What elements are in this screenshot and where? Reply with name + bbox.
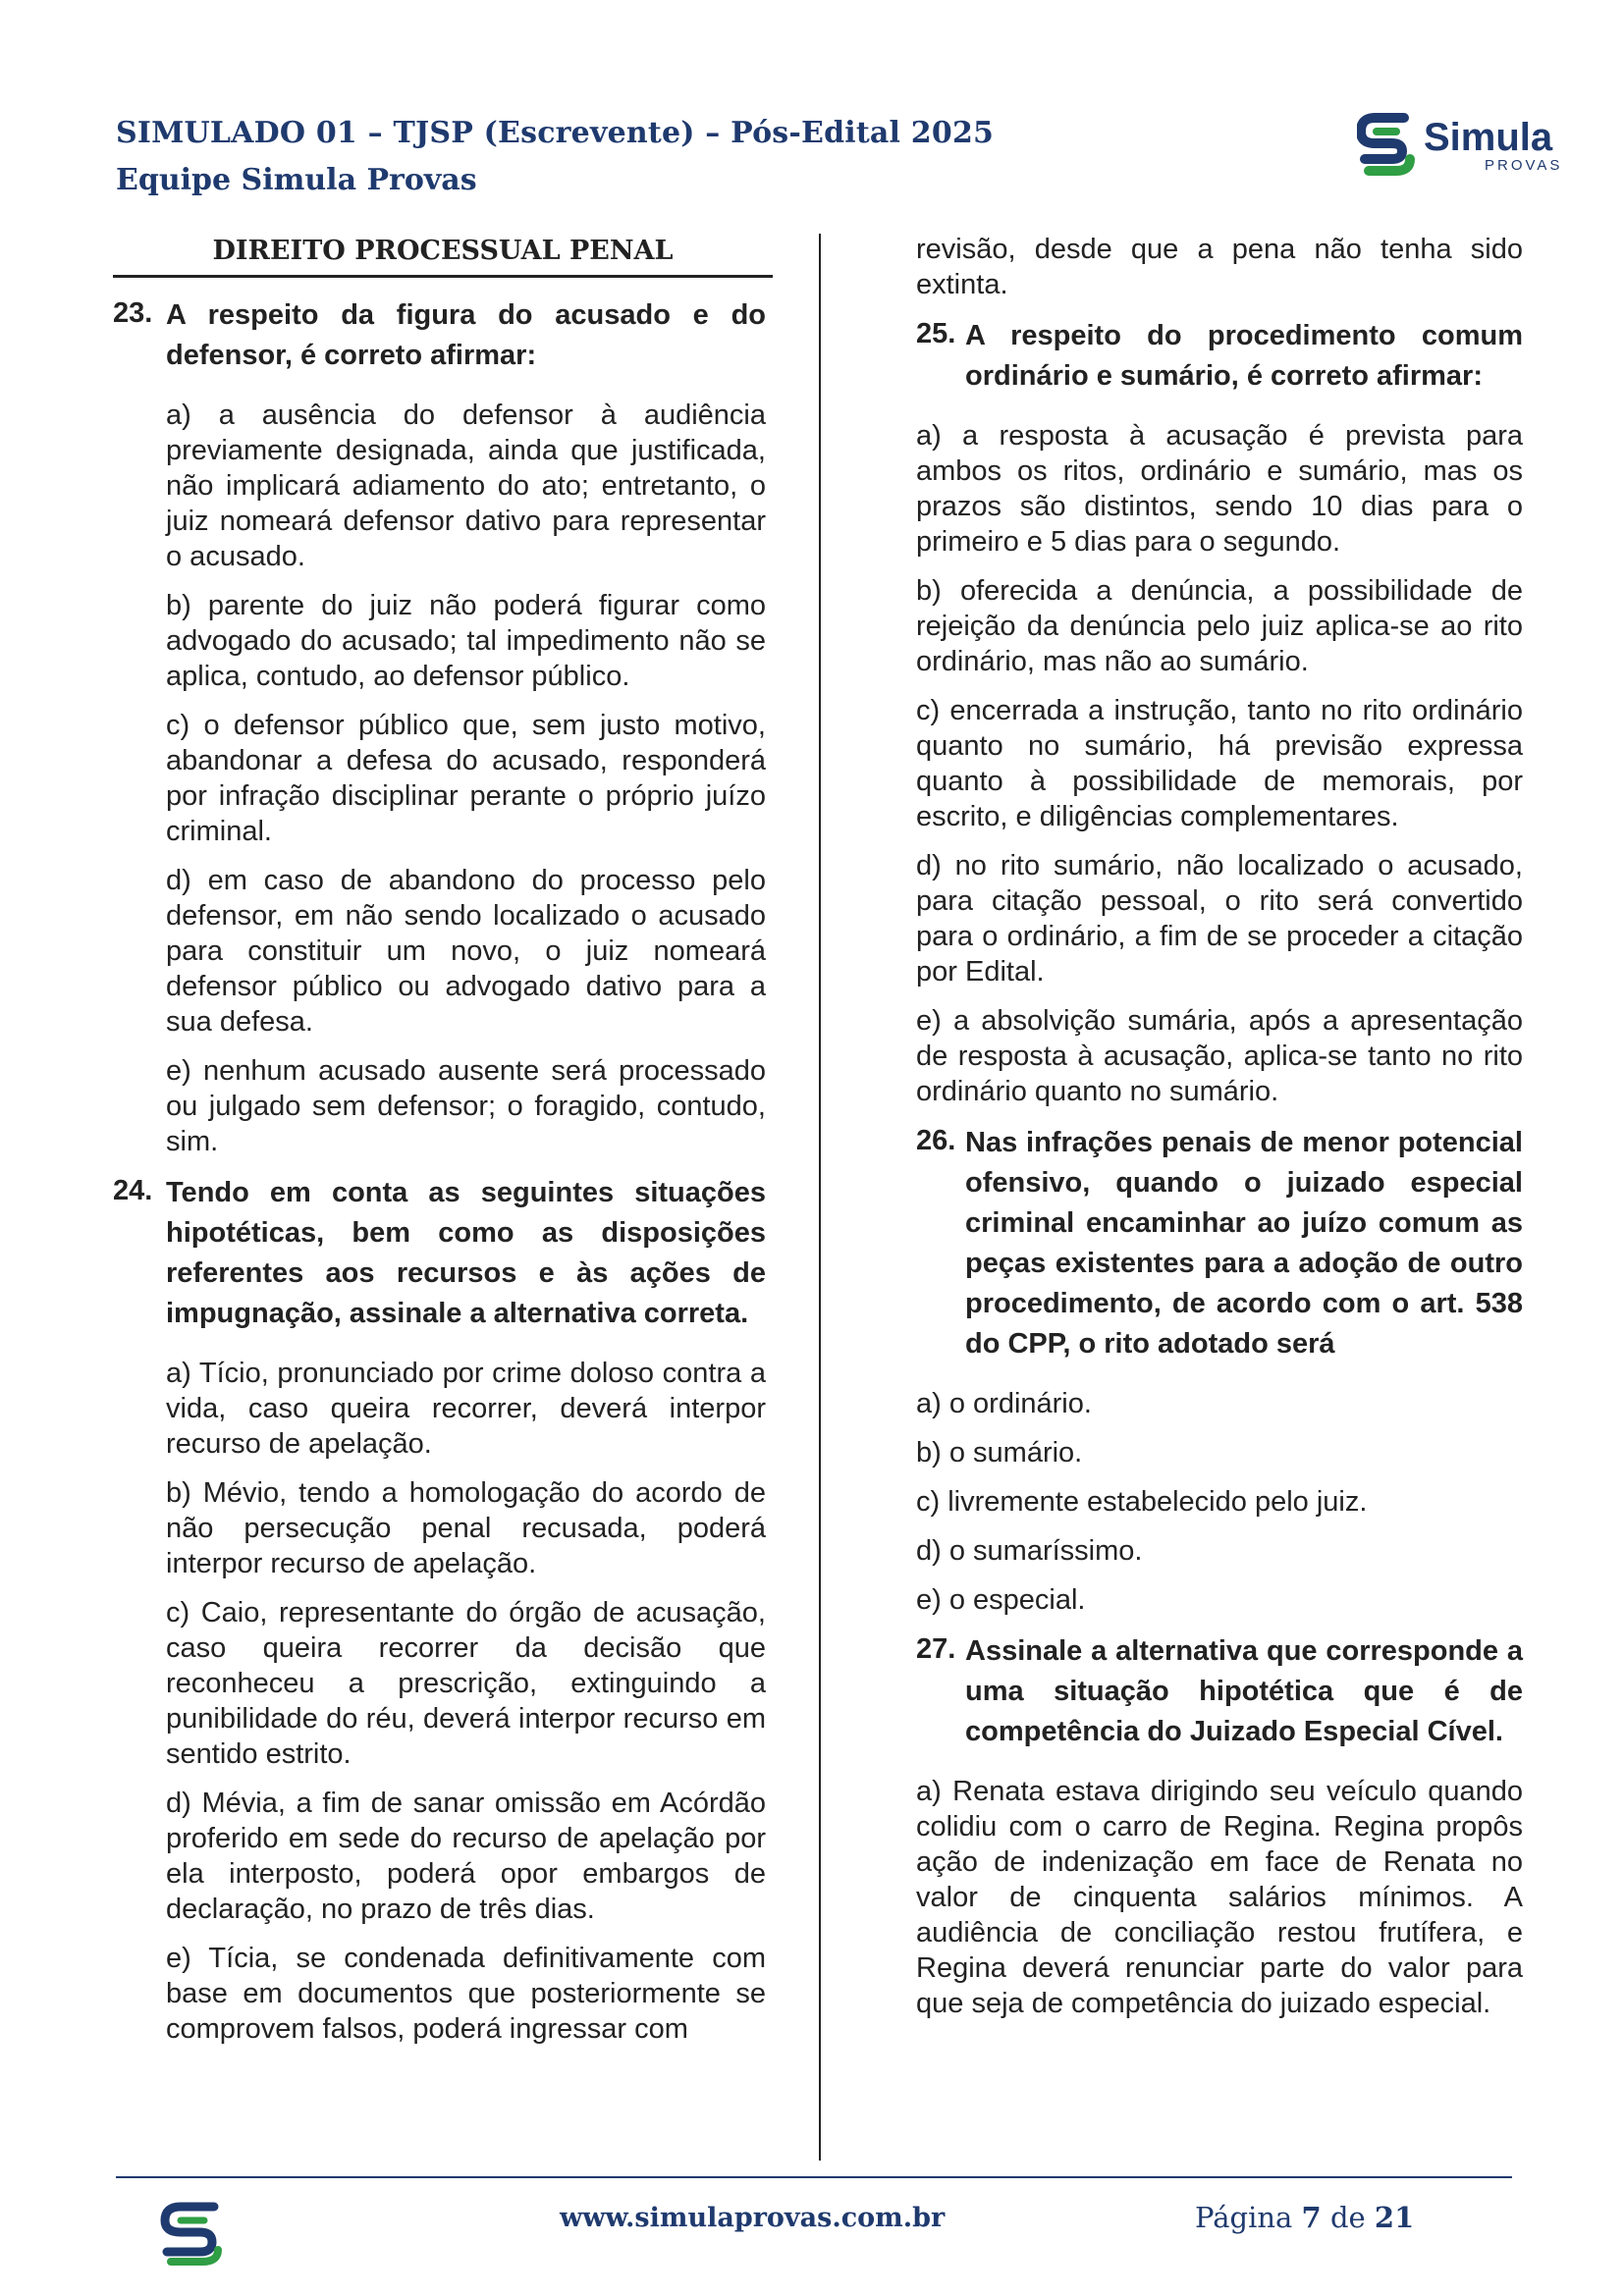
logo-text: Simula [1424,116,1553,159]
option-b: b) oferecida a denúncia, a possibilidade de rejeição da denúncia pelo juiz aplica-se ao rito ordinário, mas não ao sumário. [916,575,1523,677]
simula-footer-logo-icon [157,2197,226,2268]
option-a: a) Tício, pronunciado por crime doloso contra a vida, caso queira recorrer, deverá interpor recurso de apelação. [166,1358,766,1460]
question-number: 25. [916,318,956,349]
option-e: e) o especial. [916,1584,1086,1616]
option-e: e) Tícia, se condenada definitivamente com base em documentos que posteriormente se comprovem falsos, poderá ingressar com [166,1943,766,2045]
option-d: d) Mévia, a fim de sanar omissão em Acórdão proferido em sede do recurso de apelação por ela interposto, poderá opor embargos de declaração, no prazo de três dias. [166,1788,766,1925]
logo-subtext: PROVAS [1485,157,1563,174]
question-stem: A respeito do procedimento comum ordinário e sumário, é correto afirmar: [965,320,1523,392]
question-number: 24. [113,1175,153,1206]
option-a: a) Renata estava dirigindo seu veículo quando colidiu com o carro de Regina. Regina propôs ação de indenização em face de Renata no valor de cinquenta salários mínimos. A audiência de conciliação restou frutífera, e Regina deverá renunciar parte do valor para que seja de competência do juizado especial. [916,1776,1523,2019]
option-d: d) em caso de abandono do processo pelo defensor, em não sendo localizado o acusado para constituir um novo, o juiz nomeará defensor público ou advogado dativo para a sua defesa. [166,865,766,1038]
option-b: b) o sumário. [916,1437,1083,1468]
question-stem: A respeito da figura do acusado e do defensor, é correto afirmar: [166,299,766,371]
question-24 [113,1173,766,1334]
option-c: c) o defensor público que, sem justo motivo, abandonar a defesa do acusado, responderá por infração disciplinar perante o próprio juízo criminal. [166,710,766,847]
question-number: 27. [916,1633,956,1665]
question-stem: Nas infrações penais de menor potencial ofensivo, quando o juizado especial criminal encaminhar ao juízo comum as peças existentes para a adoção de outro procedimento, de acordo com o art. 538 do CPP, o rito adotado será [965,1127,1523,1360]
option-c: c) encerrada a instrução, tanto no rito ordinário quanto no sumário, há previsão expressa quanto à possibilidade de memorais, por escrito, e diligências complementares. [916,695,1523,832]
question-27 [916,1631,1523,1752]
option-e: e) a absolvição sumária, após a apresentação de resposta à acusação, aplica-se tanto no rito ordinário quanto no sumário. [916,1005,1523,1107]
question-23 [113,295,766,376]
option-a: a) a resposta à acusação é prevista para ambos os ritos, ordinário e sumário, mas os prazos são distintos, sendo 10 dias para o primeiro e 5 dias para o segundo. [916,420,1523,558]
page-total: 21 [1374,2201,1415,2234]
question-number: 23. [113,297,153,329]
section-heading: DIREITO PROCESSUAL PENAL [113,234,773,278]
option-e-continuation: revisão, desde que a pena não tenha sido extinta. [916,234,1523,300]
document-title: SIMULADO 01 – TJSP (Escrevente) – Pós-Edital 2025 [116,116,995,150]
option-a: a) a ausência do defensor à audiência previamente designada, ainda que justificada, não implicará adiamento do ato; entretanto, o juiz nomeará defensor dativo para representar o acusado. [166,400,766,572]
option-b: b) Mévio, tendo a homologação do acordo de não persecução penal recusada, poderá interpor recurso de apelação. [166,1477,766,1579]
option-a: a) o ordinário. [916,1388,1092,1419]
option-b: b) parente do juiz não poderá figurar como advogado do acusado; tal impedimento não se aplica, contudo, ao defensor público. [166,590,766,692]
option-c: c) livremente estabelecido pelo juiz. [916,1486,1368,1518]
option-e: e) nenhum acusado ausente será processado ou julgado sem defensor; o foragido, contudo, sim. [166,1055,766,1157]
option-d: d) no rito sumário, não localizado o acusado, para citação pessoal, o rito será convertido para o ordinário, a fim de se proceder a citação por Edital. [916,850,1523,988]
page-number [1195,2201,1414,2234]
footer-divider [116,2176,1512,2178]
column-divider [819,234,821,2161]
right-column [916,232,1523,2035]
page-label: Página [1195,2201,1293,2234]
page-current: 7 [1301,2201,1322,2234]
left-column [113,234,766,2060]
option-c: c) Caio, representante do órgão de acusação, caso queira recorrer da decisão que reconheceu a prescrição, extinguindo a punibilidade do réu, deverá interpor recurso em sentido estrito. [166,1597,766,1770]
option-d: d) o sumaríssimo. [916,1535,1143,1567]
document-subtitle: Equipe Simula Provas [116,163,477,197]
footer-url-link[interactable]: www.simulaprovas.com.br [560,2203,946,2233]
question-25 [916,316,1523,397]
question-number: 26. [916,1125,956,1156]
page-of: de [1329,2201,1366,2234]
question-stem: Tendo em conta as seguintes situações hipotéticas, bem como as disposições referentes aos recursos e às ações de impugnação, assinale a alternativa correta. [166,1177,766,1329]
question-26 [916,1123,1523,1364]
question-stem: Assinale a alternativa que corresponde a uma situação hipotética que é de competência do Juizado Especial Cível. [965,1635,1523,1747]
